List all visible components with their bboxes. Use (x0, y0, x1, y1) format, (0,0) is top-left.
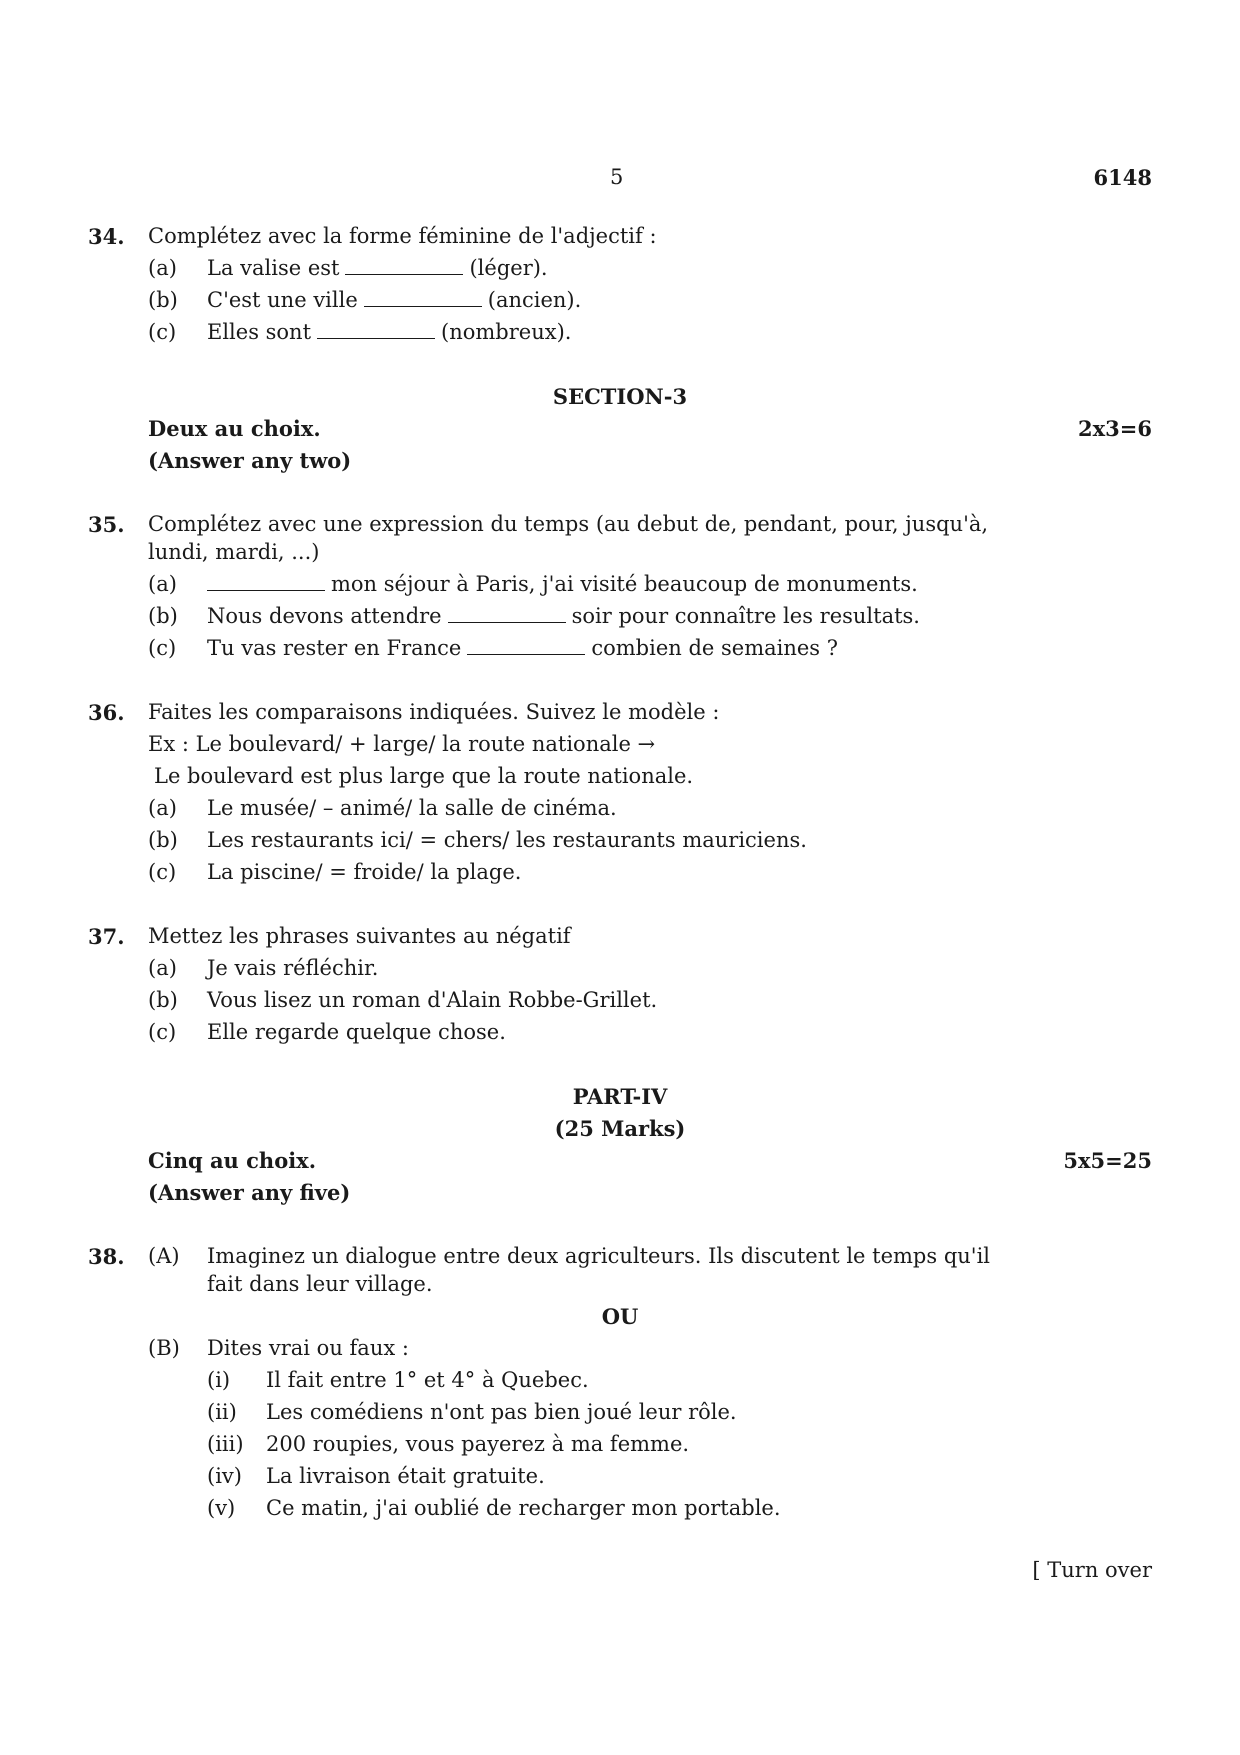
item-text-before: La valise est (207, 256, 340, 280)
item-label: (a) (148, 956, 177, 980)
item-text: Je vais réfléchir. (207, 956, 379, 980)
sub-item-text: Les comédiens n'ont pas bien joué leur rôle. (266, 1400, 737, 1424)
item-text-before: Nous devons attendre (207, 604, 442, 628)
question-stem: Faites les comparaisons indiquées. Suivez le modèle : (148, 700, 720, 724)
blank-line (364, 289, 482, 307)
item-label: (a) (148, 572, 177, 596)
option-a-line-2: fait dans leur village. (207, 1272, 433, 1296)
fill-in-item (207, 318, 571, 347)
item-label: (b) (148, 828, 178, 852)
question-stem-line-1: Complétez avec une expression du temps (au debut de, pendant, pour, jusqu'à, (148, 512, 989, 536)
item-text-before: C'est une ville (207, 288, 358, 312)
item-label: (b) (148, 988, 178, 1012)
section-instruction: Deux au choix. (148, 416, 321, 441)
item-text: Elle regarde quelque chose. (207, 1020, 506, 1044)
item-label: (a) (148, 256, 177, 280)
question-number: 38. (88, 1244, 125, 1269)
question-number: 34. (88, 224, 125, 249)
paper-code: 6148 (1093, 165, 1152, 190)
item-label: (c) (148, 636, 177, 660)
fill-in-item (207, 634, 838, 663)
page-number: 5 (610, 165, 624, 189)
option-label: (A) (148, 1244, 180, 1268)
blank-line (467, 637, 585, 655)
item-text-before: Tu vas rester en France (207, 636, 462, 660)
sub-item-text: La livraison était gratuite. (266, 1464, 545, 1488)
item-text: Les restaurants ici/ = chers/ les restaurants mauriciens. (207, 828, 807, 852)
option-b-stem: Dites vrai ou faux : (207, 1336, 409, 1360)
item-label: (b) (148, 288, 178, 312)
question-stem: Mettez les phrases suivantes au négatif (148, 924, 571, 948)
example-answer: Le boulevard est plus large que la route nationale. (154, 764, 694, 788)
item-text-after: combien de semaines ? (591, 636, 839, 660)
option-a-line-1: Imaginez un dialogue entre deux agriculteurs. Ils discutent le temps qu'il (207, 1244, 990, 1268)
sub-item-label: (iv) (207, 1464, 242, 1488)
blank-line (317, 321, 435, 339)
sub-item-text: 200 roupies, vous payerez à ma femme. (266, 1432, 690, 1456)
item-label: (c) (148, 1020, 177, 1044)
question-stem-line-2: lundi, mardi, ...) (148, 540, 320, 564)
item-text: Vous lisez un roman d'Alain Robbe-Grillet. (207, 988, 658, 1012)
item-text-after: mon séjour à Paris, j'ai visité beaucoup de monuments. (331, 572, 918, 596)
section-marks: 2x3=6 (1078, 416, 1152, 441)
item-label: (c) (148, 860, 177, 884)
question-number: 37. (88, 924, 125, 949)
or-separator: OU (601, 1304, 639, 1329)
fill-in-item (207, 254, 548, 283)
fill-in-item (207, 602, 920, 631)
sub-item-label: (iii) (207, 1432, 244, 1456)
fill-in-item (207, 286, 581, 315)
question-number: 35. (88, 512, 125, 537)
item-text-after: (ancien). (487, 288, 582, 312)
blank-line (345, 257, 463, 275)
section-title: SECTION-3 (552, 384, 688, 409)
item-text: La piscine/ = froide/ la plage. (207, 860, 522, 884)
item-label: (c) (148, 320, 177, 344)
blank-line (448, 605, 566, 623)
question-number: 36. (88, 700, 125, 725)
part-subtitle: (25 Marks) (554, 1116, 686, 1141)
item-text: Le musée/ – animé/ la salle de cinéma. (207, 796, 617, 820)
item-label: (a) (148, 796, 177, 820)
part-marks: 5x5=25 (1063, 1148, 1152, 1173)
sub-item-label: (v) (207, 1496, 236, 1520)
fill-in-item (207, 570, 918, 599)
sub-item-text: Il fait entre 1° et 4° à Quebec. (266, 1368, 589, 1392)
sub-item-label: (i) (207, 1368, 231, 1392)
part-title: PART-IV (572, 1084, 668, 1109)
item-text-after: (léger). (469, 256, 548, 280)
item-text-after: soir pour connaître les resultats. (571, 604, 920, 628)
example-prompt: Ex : Le boulevard/ + large/ la route nationale → (148, 732, 656, 756)
sub-item-label: (ii) (207, 1400, 237, 1424)
sub-item-text: Ce matin, j'ai oublié de recharger mon portable. (266, 1496, 781, 1520)
item-text-after: (nombreux). (441, 320, 572, 344)
question-stem: Complétez avec la forme féminine de l'adjectif : (148, 224, 657, 248)
part-instruction-english: (Answer any five) (148, 1180, 351, 1205)
item-text-before: Elles sont (207, 320, 312, 344)
turn-over-note: [ Turn over (1032, 1558, 1152, 1582)
blank-line (207, 573, 325, 591)
part-instruction: Cinq au choix. (148, 1148, 317, 1173)
option-label: (B) (148, 1336, 180, 1360)
section-instruction-english: (Answer any two) (148, 448, 352, 473)
item-label: (b) (148, 604, 178, 628)
